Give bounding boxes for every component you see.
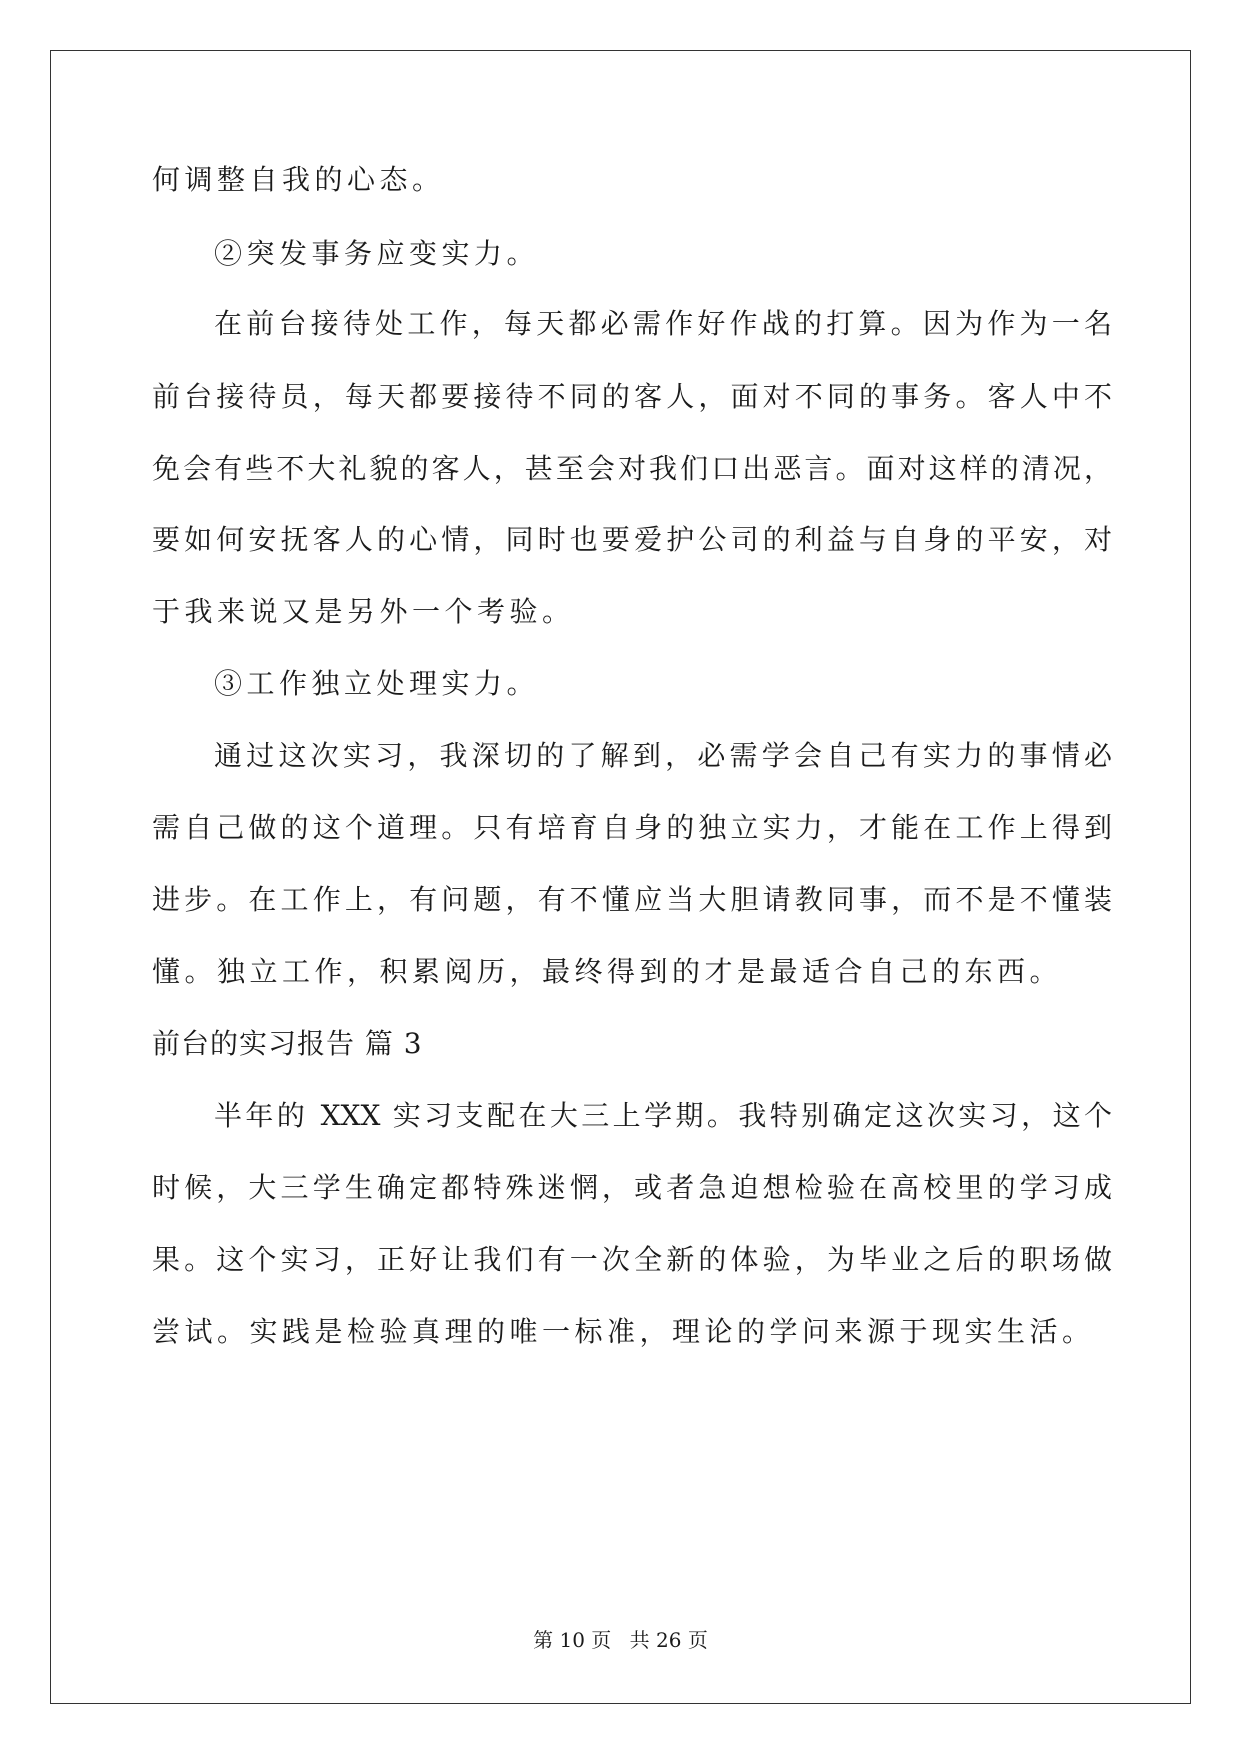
paragraph-line: 半年的 XXX 实习支配在大三上学期。我特别确定这次实习，这个 [214, 1099, 1112, 1132]
paragraph-line: 进步。在工作上，有问题，有不懂应当大胆请教同事，而不是不懂装 [152, 883, 1112, 916]
paragraph-line: 果。这个实习，正好让我们有一次全新的体验，为毕业之后的职场做 [152, 1243, 1112, 1276]
paragraph-line: 要如何安抚客人的心情，同时也要爱护公司的利益与自身的平安，对 [152, 523, 1112, 556]
paragraph-line: 前台接待员，每天都要接待不同的客人，面对不同的事务。客人中不 [152, 380, 1112, 413]
section-item-2: ②突发事务应变实力。 [214, 237, 540, 270]
section-heading: 前台的实习报告 篇 3 [152, 1027, 423, 1060]
page-border [50, 50, 1191, 1704]
paragraph-line: 尝试。实践是检验真理的唯一标准，理论的学问来源于现实生活。 [152, 1315, 1095, 1348]
page-total: 共 26 页 [629, 1628, 708, 1652]
paragraph-line: 于我来说又是另外一个考验。 [152, 595, 575, 628]
page-number: 第 10 页 [533, 1628, 612, 1652]
paragraph-line: 需自己做的这个道理。只有培育自身的独立实力，才能在工作上得到 [152, 811, 1112, 844]
paragraph-line: 免会有些不大礼貌的客人，甚至会对我们口出恶言。面对这样的清况， [152, 452, 1112, 485]
page-footer [0, 1627, 1241, 1653]
paragraph-line: 何调整自我的心态。 [152, 163, 445, 196]
paragraph-line: 时候，大三学生确定都特殊迷惘，或者急迫想检验在高校里的学习成 [152, 1171, 1112, 1204]
section-item-3: ③工作独立处理实力。 [214, 667, 540, 700]
paragraph-line: 通过这次实习，我深切的了解到，必需学会自己有实力的事情必 [214, 739, 1112, 772]
paragraph-line: 在前台接待处工作，每天都必需作好作战的打算。因为作为一名 [214, 307, 1112, 340]
paragraph-line: 懂。独立工作，积累阅历，最终得到的才是最适合自己的东西。 [152, 955, 1063, 988]
